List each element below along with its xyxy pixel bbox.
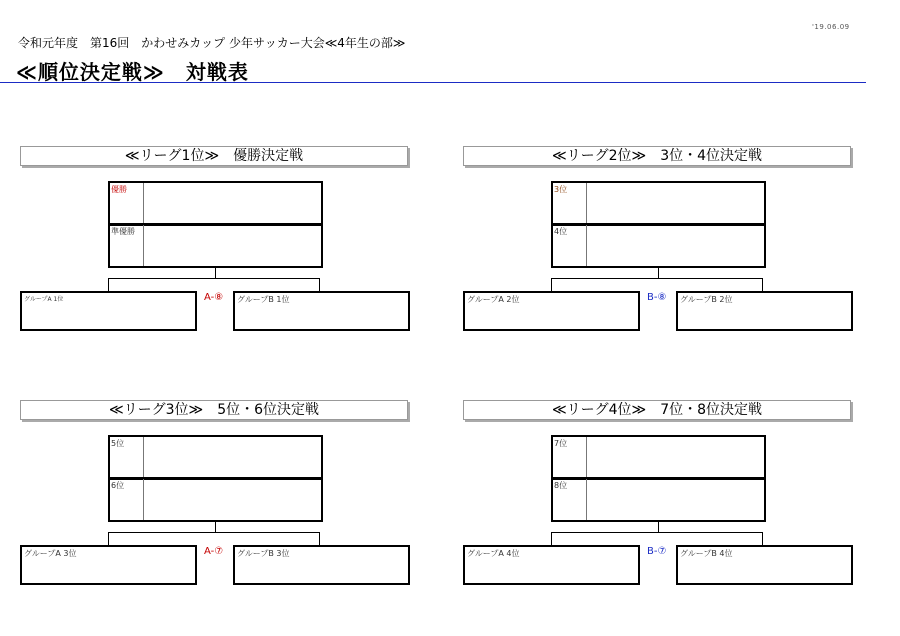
document-subtitle: 令和元年度 第16回 かわせみカップ 少年サッカー大会≪4年生の部≫ [18,36,406,50]
winner-box [108,181,323,226]
bracket-stem [658,268,659,278]
team-label-right: グループB 2位 [680,295,733,304]
eighth-place-box [551,477,766,522]
seventh-place-box [551,435,766,480]
bracket-stem [658,522,659,532]
fourth-place-label: 4位 [554,227,568,236]
team-label-left: グループA 4位 [467,549,520,558]
fourth-place-box [551,223,766,268]
bracket-stem [215,522,216,532]
bracket-bar [108,532,320,533]
team-label-right: グループB 4位 [680,549,733,558]
match-number: B-⑧ [647,292,667,303]
bracket-header: ≪リーグ4位≫ 7位・8位決定戦 [463,400,851,420]
team-box-right [233,545,410,585]
bracket-header: ≪リーグ3位≫ 5位・6位決定戦 [20,400,408,420]
bracket-bar [551,532,763,533]
match-number: A-⑦ [204,546,224,557]
document-title: ≪順位決定戦≫ 対戦表 [16,60,249,84]
sixth-place-box [108,477,323,522]
winner-label: 優勝 [111,185,127,194]
bracket-bar [551,278,763,279]
eighth-place-label: 8位 [554,481,568,490]
bracket-league-4 [463,400,855,585]
bracket-league-1 [20,146,412,331]
team-box-left [463,291,640,331]
team-box-right [676,545,853,585]
team-label-left: グループA 1位 [24,296,64,303]
document-date: '19.06.09 [812,23,850,31]
fifth-place-label: 5位 [111,439,125,448]
team-box-left [20,291,197,331]
bracket-header: ≪リーグ1位≫ 優勝決定戦 [20,146,408,166]
team-box-right [233,291,410,331]
fifth-place-box [108,435,323,480]
team-label-right: グループB 3位 [237,549,290,558]
runner-up-box [108,223,323,268]
team-box-left [20,545,197,585]
team-box-left [463,545,640,585]
team-box-right [676,291,853,331]
seventh-place-label: 7位 [554,439,568,448]
bracket-league-2 [463,146,855,331]
match-number: A-⑧ [204,292,224,303]
bracket-league-3 [20,400,412,585]
runner-up-label: 準優勝 [111,227,135,236]
third-place-label: 3位 [554,185,568,194]
title-rule [0,82,866,83]
bracket-header: ≪リーグ2位≫ 3位・4位決定戦 [463,146,851,166]
team-label-left: グループA 3位 [24,549,77,558]
bracket-bar [108,278,320,279]
team-label-right: グループB 1位 [237,295,290,304]
team-label-left: グループA 2位 [467,295,520,304]
bracket-stem [215,268,216,278]
match-number: B-⑦ [647,546,667,557]
sixth-place-label: 6位 [111,481,125,490]
third-place-box [551,181,766,226]
